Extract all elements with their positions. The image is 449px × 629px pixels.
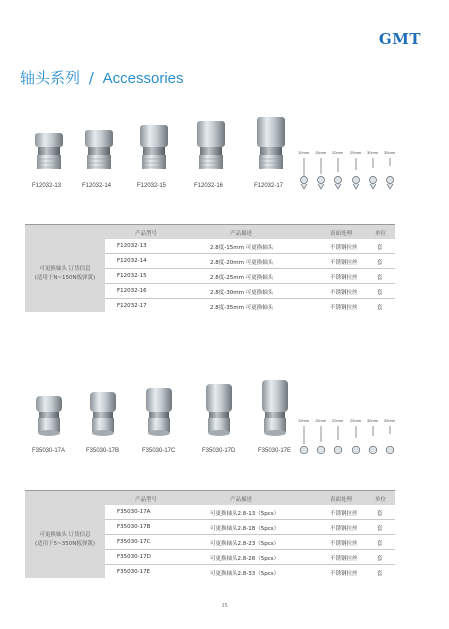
table-row (105, 269, 395, 284)
cell-unit: 套 (377, 556, 383, 562)
product-code: F12032-15 (137, 183, 167, 189)
cell-finish: 不锈钢拉丝 (330, 245, 358, 251)
brand-logo: GMT (378, 30, 421, 48)
cell-description: 2.8度-25mm 可更换轴头 (210, 275, 274, 281)
spindle-head-image (202, 378, 236, 440)
cell-unit: 套 (377, 305, 383, 311)
cell-finish: 不锈钢拉丝 (330, 260, 358, 266)
header-finish: 表面处理 (330, 231, 353, 237)
table-row (105, 535, 395, 550)
scale-label: 15mm (315, 150, 327, 155)
header-model: 产品型号 (135, 231, 158, 237)
cell-description: 可更换轴头2.8-33（5pcs） (210, 571, 280, 577)
table-row (105, 550, 395, 565)
scale-label: 20mm (332, 418, 344, 423)
cell-model: F12032-16 (117, 288, 147, 294)
cell-unit: 套 (377, 571, 383, 577)
header-finish: 表面处理 (330, 497, 353, 503)
cell-unit: 套 (377, 290, 383, 296)
spindle-head-scale-icons (298, 424, 413, 464)
product-item (32, 117, 72, 189)
spec-table-2 (25, 490, 395, 577)
product-code: F35030-17E (258, 448, 292, 454)
cell-description: 2.8度-35mm 可更换轴头 (210, 305, 274, 311)
product-item (82, 117, 122, 189)
scale-label: 30mm (367, 150, 379, 155)
spindle-head-image (137, 117, 171, 177)
table-header-row (25, 225, 395, 239)
product-code: F35030-17C (142, 448, 176, 454)
scale-label: 30mm (367, 418, 379, 423)
product-item (86, 378, 126, 454)
spindle-head-image (82, 117, 116, 177)
cell-unit: 套 (377, 511, 383, 517)
cell-unit: 套 (377, 275, 383, 281)
table-header-row (25, 491, 395, 505)
cell-finish: 不锈钢拉丝 (330, 526, 358, 532)
cell-finish: 不锈钢拉丝 (330, 511, 358, 517)
product-code: F35030-17B (86, 448, 120, 454)
scale-label: 35mm (384, 150, 396, 155)
product-code: F12032-13 (32, 183, 62, 189)
cell-model: F12032-17 (117, 303, 147, 309)
product-code: F12032-14 (82, 183, 112, 189)
header-unit: 单位 (375, 231, 387, 237)
page-number: 15 (221, 603, 228, 609)
product-code: F12032-17 (254, 183, 284, 189)
cell-description: 可更换轴头2.8-28（5pcs） (210, 556, 280, 562)
product-code: F35030-17A (32, 448, 66, 454)
cell-model: F12032-15 (117, 273, 147, 279)
cell-description: 可更换轴头2.8-23（5pcs） (210, 541, 280, 547)
table-row (105, 239, 395, 254)
product-item (194, 117, 234, 189)
cell-model: F35030-17B (117, 524, 151, 530)
scale-label: 10mm (298, 418, 310, 423)
table-row (105, 254, 395, 269)
table-row (105, 299, 395, 312)
cell-description: 2.8度-20mm 可更换轴头 (210, 260, 274, 266)
spindle-head-scale-icons (298, 156, 413, 196)
cell-finish: 不锈钢拉丝 (330, 556, 358, 562)
scale-label: 25mm (350, 418, 362, 423)
product-item (254, 117, 294, 189)
table-row (105, 520, 395, 535)
cell-model: F35030-17C (117, 539, 151, 545)
product-code: F12032-16 (194, 183, 224, 189)
product-item (202, 378, 242, 454)
spindle-head-image (86, 378, 120, 440)
spindle-head-image (258, 378, 292, 440)
table-row (105, 505, 395, 520)
cell-description: 2.8度-15mm 可更换轴头 (210, 245, 274, 251)
scale-label: 35mm (384, 418, 396, 423)
side-label-line: (适用于5~350N板弹簧) (34, 541, 95, 547)
header-description: 产品描述 (230, 231, 253, 237)
spindle-head-image (32, 378, 66, 440)
cell-model: F35030-17D (117, 554, 151, 560)
side-label-line: 可更换轴头 订货信息 (39, 266, 91, 272)
product-code: F35030-17D (202, 448, 236, 454)
section-title-separator: / (88, 69, 94, 87)
cell-finish: 不锈钢拉丝 (330, 305, 358, 311)
spindle-head-image (142, 378, 176, 440)
table-side-label (25, 239, 105, 312)
cell-model: F12032-13 (117, 243, 147, 249)
cell-finish: 不锈钢拉丝 (330, 275, 358, 281)
cell-unit: 套 (377, 245, 383, 251)
cell-description: 可更换轴头2.8-13（5pcs） (210, 511, 280, 517)
table-side-label (25, 505, 105, 578)
header-model: 产品型号 (135, 497, 158, 503)
size-scale-2 (298, 418, 413, 464)
cell-unit: 套 (377, 541, 383, 547)
product-item (137, 117, 177, 189)
table-row (105, 284, 395, 299)
cell-finish: 不锈钢拉丝 (330, 290, 358, 296)
cell-unit: 套 (377, 526, 383, 532)
header-unit: 单位 (375, 497, 387, 503)
section-title-cn: 轴头系列 (20, 69, 81, 87)
product-row-2 (22, 378, 322, 454)
product-item (258, 378, 298, 454)
spindle-head-image (194, 117, 228, 177)
table-row (105, 565, 395, 578)
spindle-head-image (254, 117, 288, 177)
cell-model: F35030-17A (117, 509, 151, 515)
product-item (32, 378, 72, 454)
scale-label: 15mm (315, 418, 327, 423)
spindle-head-image (32, 117, 66, 177)
product-item (142, 378, 182, 454)
cell-model: F12032-14 (117, 258, 147, 264)
cell-model: F35030-17E (117, 569, 151, 575)
section-title (20, 67, 184, 88)
cell-description: 2.8度-30mm 可更换轴头 (210, 290, 274, 296)
section-title-en: Accessories (102, 70, 184, 87)
size-scale-1 (298, 150, 413, 196)
cell-unit: 套 (377, 260, 383, 266)
scale-label: 25mm (350, 150, 362, 155)
side-label-line: (适用于N~150N板弹簧) (34, 275, 96, 281)
scale-label: 20mm (332, 150, 344, 155)
spec-table-1 (25, 224, 395, 311)
cell-description: 可更换轴头2.8-18（5pcs） (210, 526, 280, 532)
scale-label: 10mm (298, 150, 310, 155)
cell-finish: 不锈钢拉丝 (330, 571, 358, 577)
side-label-line: 可更换轴头 订货信息 (39, 532, 91, 538)
cell-finish: 不锈钢拉丝 (330, 541, 358, 547)
header-description: 产品描述 (230, 497, 253, 503)
product-row-1 (22, 117, 322, 189)
